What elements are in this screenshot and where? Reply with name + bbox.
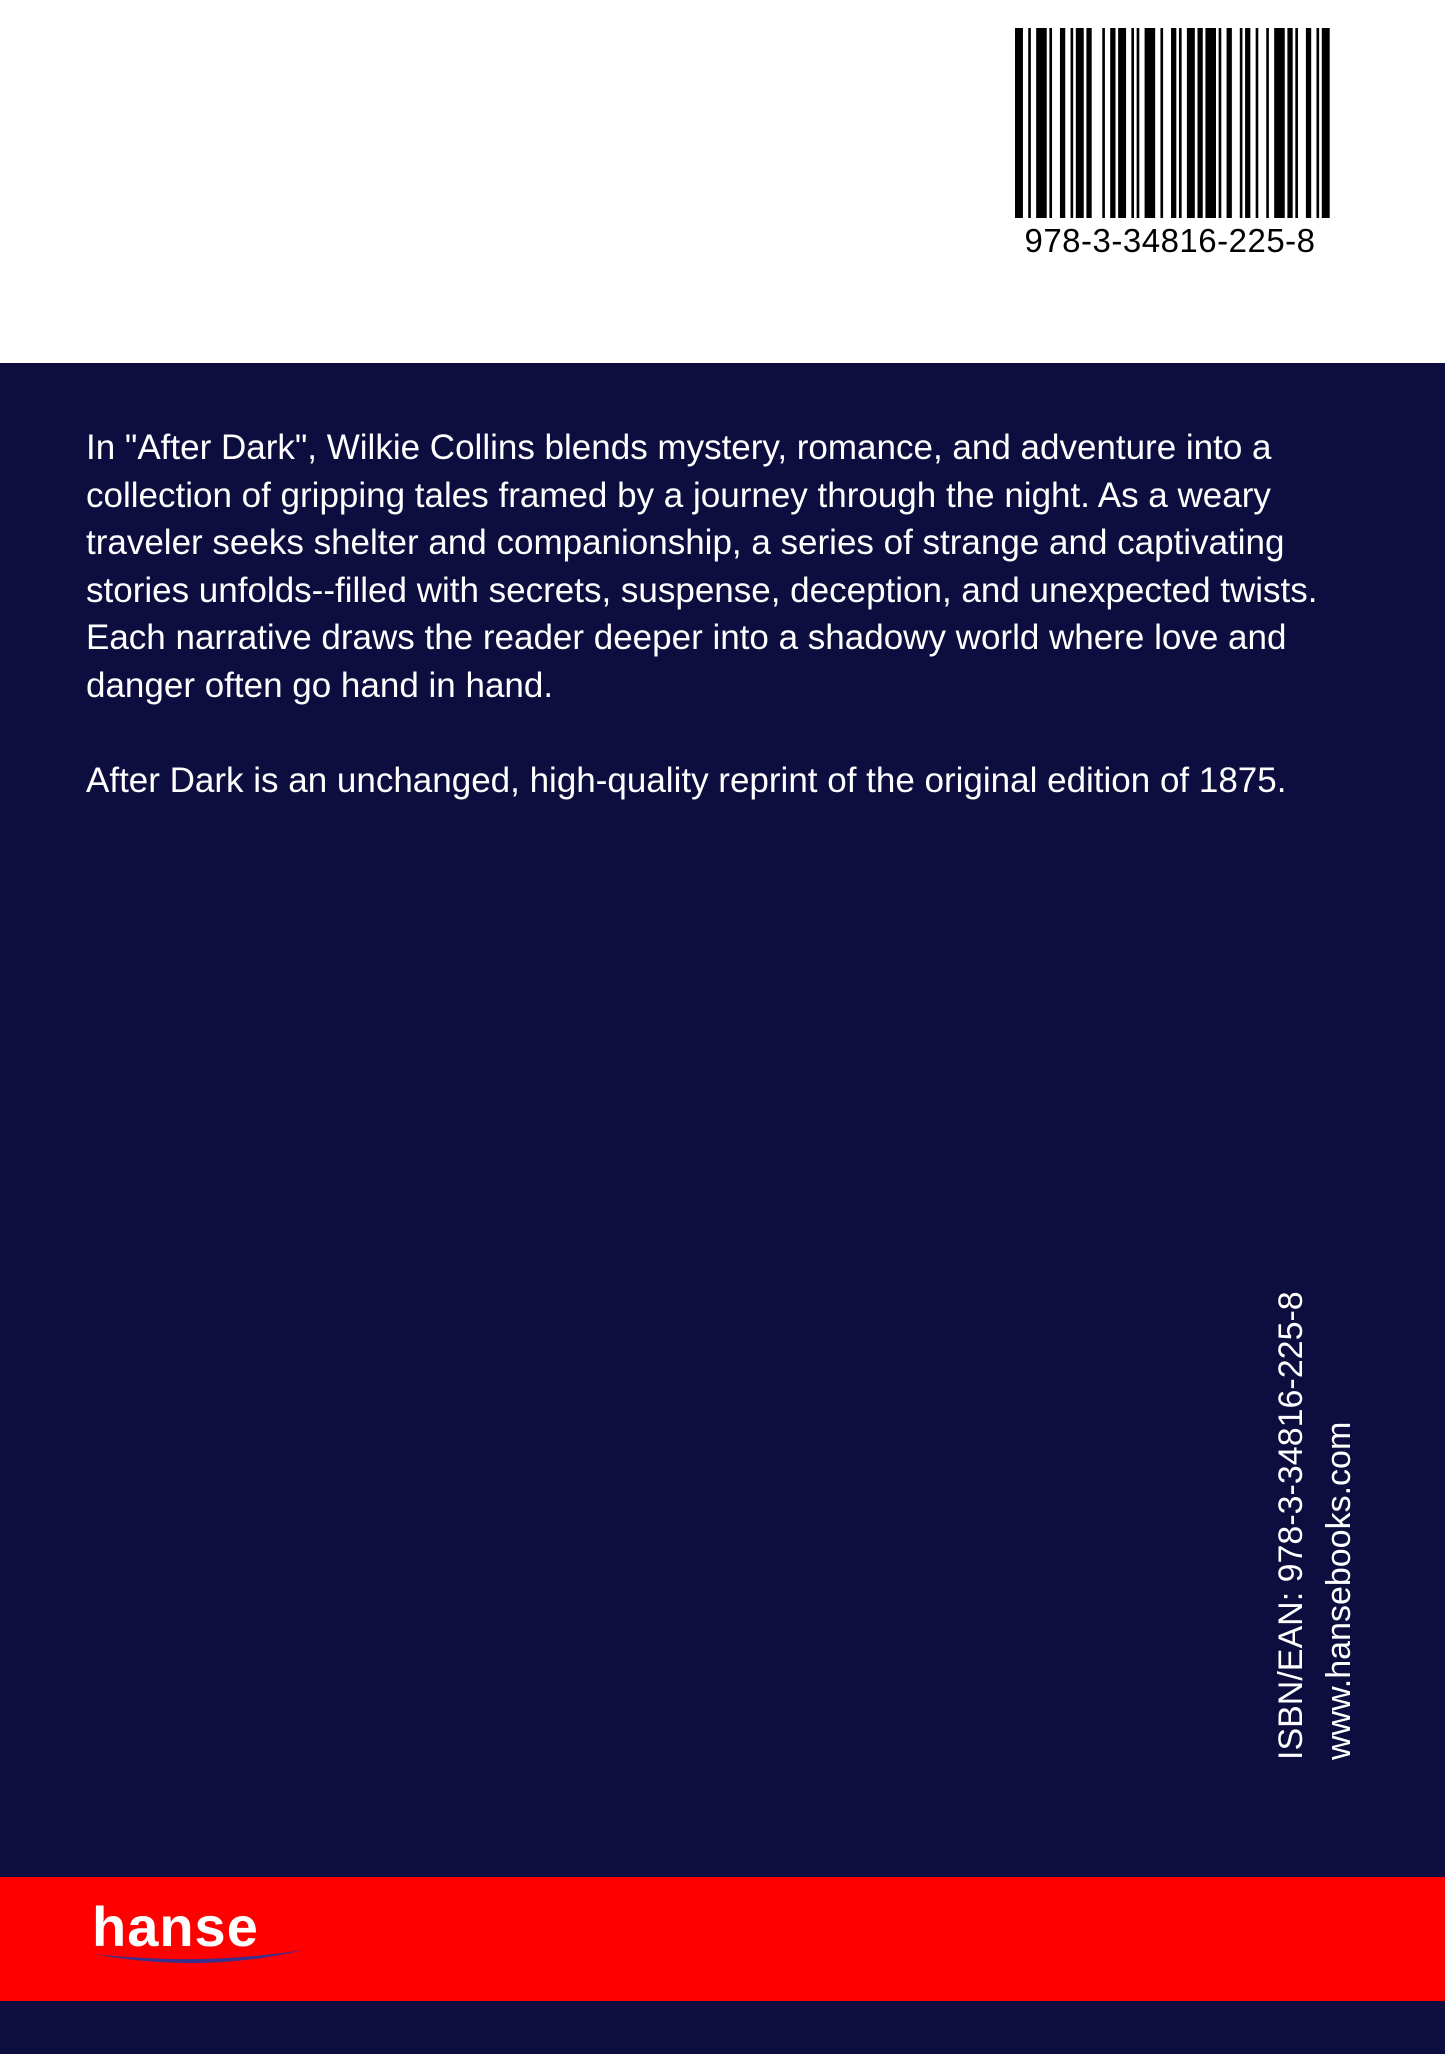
barcode-bar [1102,28,1105,218]
barcode-bar [1295,28,1298,218]
barcode-bars [1015,28,1335,218]
barcode-bar [1187,28,1195,218]
barcode-number: 978-3-34816-225-8 [1024,222,1316,259]
barcode-bar [1028,28,1031,218]
barcode-bar [1245,28,1250,218]
website-text: www.hansebooks.com [1320,1421,1358,1760]
book-description [86,424,1371,853]
barcode [1010,28,1340,268]
barcode-bar [1171,28,1176,218]
barcode-bar [1110,28,1115,218]
barcode-bar [1316,28,1319,218]
barcode-bar [1179,28,1182,218]
barcode-bar [1131,28,1134,218]
barcode-bar [1256,28,1259,218]
barcode-bar [1118,28,1126,218]
barcode-bar [1160,28,1163,218]
barcode-bar [1071,28,1074,218]
barcode-bar [1049,28,1052,218]
barcode-bar [1205,28,1216,218]
barcode-bar [1322,28,1330,218]
hanse-logo [90,1896,310,1976]
barcode-bar [1086,28,1091,218]
logo-text: hanse [92,1896,259,1958]
barcode-bar [1137,28,1140,218]
isbn-text: ISBN/EAN: 978-3-34816-225-8 [1272,1291,1310,1760]
barcode-bar [1036,28,1047,218]
barcode-bar [1274,28,1285,218]
barcode-bar [1240,28,1243,218]
barcode-bar [1015,28,1023,218]
barcode-bar [1145,28,1156,218]
barcode-bar [1076,28,1084,218]
barcode-bar [1197,28,1202,218]
barcode-bar [1060,28,1065,218]
barcode-panel [0,0,1445,363]
barcode-bar [1219,28,1222,218]
reprint-note: After Dark is an unchanged, high-quality reprint of the original edition of 1875. [86,761,1287,800]
description-paragraph: In "After Dark", Wilkie Collins blends mystery, romance, and adventure into a collection of gripping tales framed by a journey through the night. As a weary traveler seeks shelter and companionship, a series of strange and captivating stories unfolds--filled with secrets, suspense, deception, and unexpected twists. Each narrative draws the reader deeper into a shadowy world where love and danger often go hand in hand. [86,428,1318,705]
barcode-bar [1227,28,1232,218]
barcode-bar [1287,28,1292,218]
barcode-bar [1266,28,1269,218]
bottom-strip [0,2001,1445,2054]
spine-info [1268,1264,1360,1760]
barcode-bar [1306,28,1311,218]
